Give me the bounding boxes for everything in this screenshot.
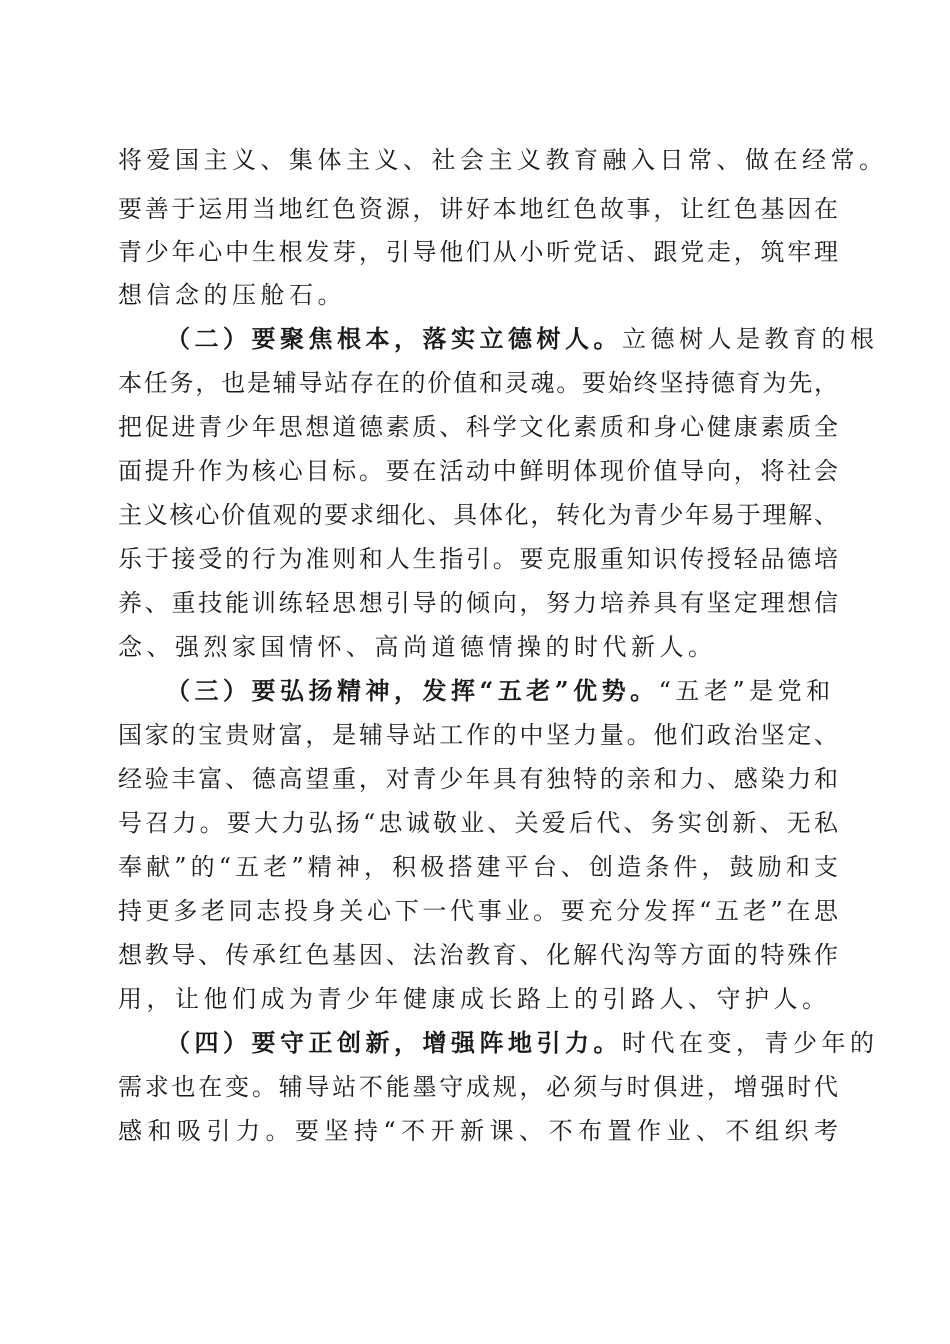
- text-line: 本任务，也是辅导站存在的价值和灵魂。要始终坚持德育为先，: [118, 369, 838, 397]
- section-paragraph-start: [166, 319, 879, 359]
- text-span: 时代在变，青少年的: [622, 1029, 879, 1057]
- text-line: 国家的宝贵财富，是辅导站工作的中坚力量。他们政治坚定、: [118, 721, 838, 749]
- text-span: 立德树人是教育的根: [622, 325, 879, 353]
- text-line: 想信念的压舱石。: [118, 281, 346, 309]
- text-line: 需求也在变。辅导站不能墨守成规，必须与时俱进，增强时代: [118, 1073, 838, 1101]
- text-span: “五老”是党和: [658, 677, 835, 705]
- text-line: 乐于接受的行为准则和人生指引。要克服重知识传授轻品德培: [118, 545, 838, 573]
- text-line: 号召力。要大力弘扬“忠诚敬业、关爱后代、务实创新、无私: [118, 809, 838, 837]
- text-line: 经验丰富、德高望重，对青少年具有独特的亲和力、感染力和: [118, 765, 838, 793]
- text-line: 把促进青少年思想道德素质、科学文化素质和身心健康素质全: [118, 413, 838, 441]
- section-heading-2: （二）要聚焦根本，落实立德树人。: [166, 324, 622, 353]
- text-line: 用，让他们成为青少年健康成长路上的引路人、守护人。: [118, 985, 831, 1013]
- text-line: 青少年心中生根发芽，引导他们从小听党话、跟党走，筑牢理: [118, 238, 838, 266]
- section-paragraph-start: [166, 671, 838, 711]
- text-line: 奉献”的“五老”精神，积极搭建平台、创造条件，鼓励和支: [118, 853, 838, 881]
- text-line: 念、强烈家国情怀、高尚道德情操的时代新人。: [118, 633, 717, 661]
- section-heading-4: （四）要守正创新，增强阵地引力。: [166, 1028, 622, 1057]
- text-line: 要善于运用当地红色资源，讲好本地红色故事，让红色基因在: [118, 195, 838, 223]
- text-line: 面提升作为核心目标。要在活动中鲜明体现价值导向，将社会: [118, 457, 838, 485]
- text-line: 将爱国主义、集体主义、社会主义教育融入日常、做在经常。: [118, 146, 888, 174]
- section-paragraph-start: [166, 1023, 879, 1063]
- text-line: 养、重技能训练轻思想引导的倾向，努力培养具有坚定理想信: [118, 589, 838, 617]
- text-line: 感和吸引力。要坚持“不开新课、不布置作业、不组织考: [118, 1117, 838, 1145]
- text-line: 持更多老同志投身关心下一代事业。要充分发挥“五老”在思: [118, 897, 838, 925]
- text-line: 主义核心价值观的要求细化、具体化，转化为青少年易于理解、: [118, 501, 838, 529]
- text-line: 想教导、传承红色基因、法治教育、化解代沟等方面的特殊作: [118, 941, 838, 969]
- section-heading-3: （三）要弘扬精神，发挥“五老”优势。: [166, 676, 659, 705]
